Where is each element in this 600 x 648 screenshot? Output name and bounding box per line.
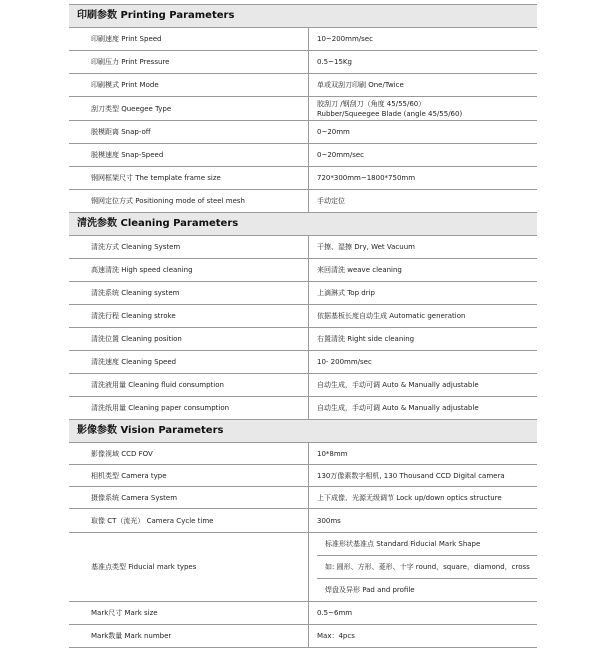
param-value: 130万像素数字相机, 130 Thousand CCD Digital camera bbox=[317, 471, 505, 480]
param-name: Mark数量 Mark number bbox=[69, 625, 309, 647]
section-cleaning-header: 清洗参数 Cleaning Parameters bbox=[69, 212, 537, 236]
param-value: 自动生成，手动可调 Auto & Manually adjustable bbox=[317, 381, 479, 389]
table-row bbox=[69, 282, 537, 305]
param-value: 来回清洗 weave cleaning bbox=[317, 266, 402, 274]
table-row bbox=[69, 74, 537, 97]
section-printing-header: 印刷参数 Printing Parameters bbox=[69, 4, 537, 28]
param-value: 自动生成，手动可调 Auto & Manually adjustable bbox=[317, 404, 479, 412]
param-value: Max：4pcs bbox=[317, 632, 355, 640]
table-row bbox=[69, 236, 537, 259]
table-row bbox=[69, 602, 537, 625]
param-name: 印刷模式 Print Mode bbox=[69, 74, 309, 96]
param-name: 相机类型 Camera type bbox=[69, 465, 309, 486]
param-name: 脱模速度 Snap-Speed bbox=[69, 144, 309, 166]
param-value: 依据基板长度自动生成 Automatic generation bbox=[317, 312, 466, 320]
param-name: Mark尺寸 Mark size bbox=[69, 602, 309, 624]
table-row bbox=[69, 351, 537, 374]
table-row bbox=[69, 509, 537, 533]
section-vision-header: 影像参数 Vision Parameters bbox=[69, 419, 537, 443]
param-value: 干擦、湿擦 Dry, Wet Vacuum bbox=[317, 243, 415, 251]
param-value: 10~200mm/sec bbox=[317, 35, 373, 43]
param-value: 300ms bbox=[317, 516, 341, 525]
param-value: 单或双刮刀印刷 One/Twice bbox=[317, 81, 404, 89]
param-name: 脱模距离 Snap-off bbox=[69, 121, 309, 143]
param-name: 钢网定位方式 Positioning mode of steel mesh bbox=[69, 190, 309, 212]
param-name: 清洗方式 Cleaning System bbox=[69, 236, 309, 258]
table-row bbox=[69, 625, 537, 648]
table-row bbox=[69, 305, 537, 328]
param-name: 清洗系统 Cleaning system bbox=[69, 282, 309, 304]
param-value-line: Rubber/Squeegee Blade (angle 45/55/60) bbox=[317, 109, 463, 118]
param-name: 基准点类型 Fiducial mark types bbox=[69, 533, 309, 601]
param-value: 如: 圆形、方形、菱形、十字 round，square，diamond，cross bbox=[317, 556, 537, 579]
table-row-fiducial bbox=[69, 533, 537, 602]
param-value: 上下成像、光源无级调节 Lock up/down optics structure bbox=[317, 493, 502, 502]
param-value: 上滴淋式 Top drip bbox=[317, 289, 375, 297]
table-row bbox=[69, 167, 537, 190]
param-name: 清洗速度 Cleaning Speed bbox=[69, 351, 309, 373]
param-name: 钢网框架尺寸 The template frame size bbox=[69, 167, 309, 189]
param-name: 清洗行程 Cleaning stroke bbox=[69, 305, 309, 327]
param-value-group bbox=[309, 533, 537, 601]
table-row bbox=[69, 374, 537, 397]
table-row bbox=[69, 443, 537, 465]
table-row bbox=[69, 51, 537, 74]
param-value: 10- 200mm/sec bbox=[317, 358, 372, 366]
param-name: 印刷压力 Print Pressure bbox=[69, 51, 309, 73]
param-value bbox=[309, 99, 537, 119]
param-value-line: 胶刮刀 /钢刮刀（角度 45/55/60） bbox=[317, 99, 426, 108]
table-row bbox=[69, 121, 537, 144]
param-name: 取像 CT（流光） Camera Cycle time bbox=[69, 509, 309, 532]
table-row bbox=[69, 487, 537, 509]
param-value: 0~20mm bbox=[317, 128, 350, 136]
param-name: 摄像系统 Camera System bbox=[69, 487, 309, 508]
param-value: 720*300mm~1800*750mm bbox=[317, 174, 416, 182]
table-row bbox=[69, 190, 537, 212]
param-value: 右置清洗 Right side cleaning bbox=[317, 335, 415, 343]
param-name: 印刷速度 Print Speed bbox=[69, 28, 309, 50]
param-name: 清洗液用量 Cleaning fluid consumption bbox=[69, 374, 309, 396]
param-value: 手动定位 bbox=[317, 197, 345, 205]
param-value: 标准形状基准点 Standard Fiducial Mark Shape bbox=[317, 533, 537, 556]
table-row bbox=[69, 144, 537, 167]
parameter-table bbox=[69, 0, 537, 648]
param-value: 0.5~15Kg bbox=[317, 58, 352, 66]
param-value: 0.5~6mm bbox=[317, 609, 353, 617]
table-row bbox=[69, 97, 537, 121]
table-row bbox=[69, 397, 537, 419]
table-row bbox=[69, 328, 537, 351]
param-name: 清洗纸用量 Cleaning paper consumption bbox=[69, 397, 309, 419]
param-name: 清洗位置 Cleaning position bbox=[69, 328, 309, 350]
table-row bbox=[69, 259, 537, 282]
table-row bbox=[69, 28, 537, 51]
param-name: 影像视域 CCD FOV bbox=[69, 443, 309, 464]
param-value: 0~20mm/sec bbox=[317, 151, 365, 159]
param-value: 焊盘及异形 Pad and profile bbox=[325, 586, 415, 594]
param-name: 刮刀类型 Queegee Type bbox=[69, 97, 309, 120]
param-name: 高速清洗 High speed cleaning bbox=[69, 259, 309, 281]
param-value: 10*8mm bbox=[317, 449, 348, 458]
table-row bbox=[69, 465, 537, 487]
